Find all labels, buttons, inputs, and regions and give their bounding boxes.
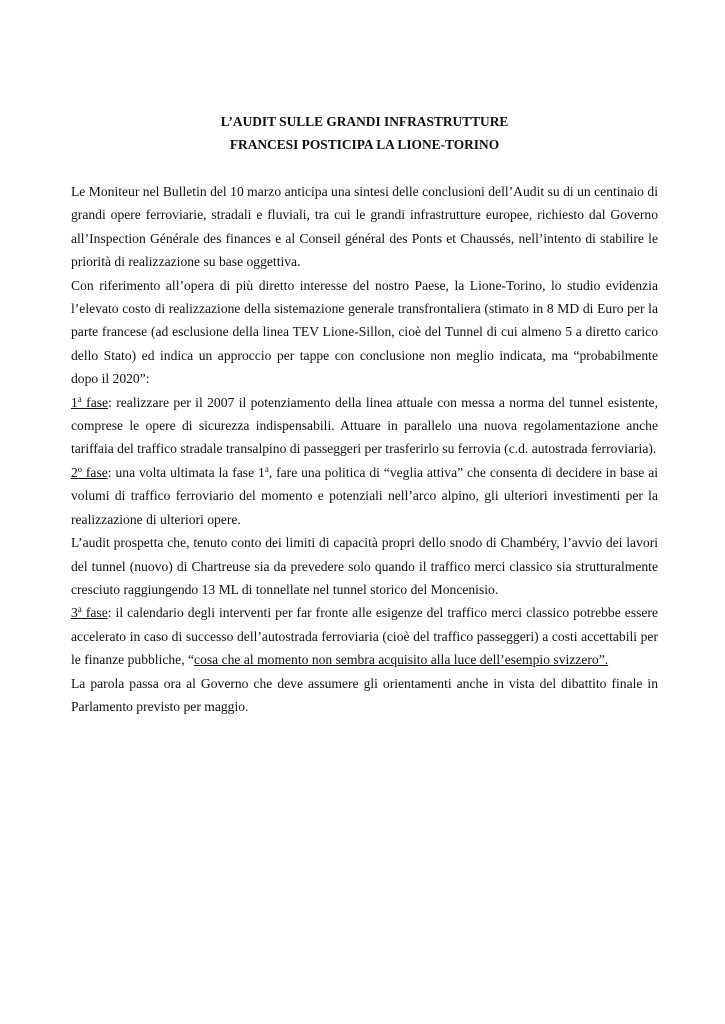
- title-line-2: FRANCESI POSTICIPA LA LIONE-TORINO: [229, 137, 500, 152]
- paragraph-fase-3: [71, 601, 658, 671]
- fase-2-superscript: a: [264, 463, 269, 474]
- paragraph-intro: Le Moniteur nel Bulletin del 10 marzo anticipa una sintesi delle conclusioni dell’Audit su di un centinaio di grandi opere ferroviarie, stradali e fluviali, tra cui le grandi infrastrutture europee, richiesto dal Governo all’Inspection Générale des finances e al Conseil général des Ponts et Chaussés, nell’intento di stabilire le priorità di realizzazione su base oggettiva.: [71, 184, 658, 270]
- fase-3-label: 3$^a$ fase: [71, 604, 108, 621]
- fase-2-label: 2º fase: [71, 464, 108, 480]
- paragraph-audit: L’audit prospetta che, tenuto conto dei limiti di capacità propri dello snodo di Chambéry, l’avvio dei lavori del tunnel (nuovo) di Chartreuse sia da prevedere solo quando il traffico merci classico sia strutturalmente cresciuto raggiungendo 13 ML di tonnellate nel tunnel storico del Moncenisio.: [71, 535, 658, 597]
- paragraph-lione-torino: Con riferimento all’opera di più diretto interesse del nostro Paese, la Lione-Torino, lo studio evidenzia l’elevato costo di realizzazione della sistemazione generale transfrontaliera (stimato in 8 MD di Euro per la parte francese (ad esclusione della linea TEV Lione-Sillon, cioè del Tunnel di cui almeno 5 a diretto carico dello Stato) ed indica un approccio per tappe con conclusione non meglio indicata, ma “probabilmente dopo il 2020”:: [71, 277, 658, 387]
- fase-1-label: 1$^a$ fase: [71, 393, 109, 410]
- fase-2-text-b: , fare una politica di “veglia attiva” che consenta di decidere in base ai volumi di traffico ferroviario del momento e potenziali nell’arco alpino, gli ulteriori investimenti per la realizzazione di ulteriori opere.: [71, 464, 659, 527]
- paragraph-fase-1: [71, 391, 658, 461]
- fase-3-quote: cosa che al momento non sembra acquisito alla luce dell’esempio svizzero”.: [194, 652, 609, 668]
- document-body: [71, 180, 658, 718]
- fase-1-text: : realizzare per il 2007 il potenziamento della linea attuale con messa a norma del tunnel esistente, comprese le opere di sicurezza indispensabili. Attuare in parallelo una nuova regolamentazione anche tariffaia del traffico stradale transalpino di passeggeri per trasferirlo su ferrovia (c.d. autostrada ferroviaria).: [71, 394, 658, 457]
- fase-3-text: : il calendario degli interventi per far fronte alle esigenze del traffico merci classico potrebbe essere accelerato in caso di successo dell’autostrada ferroviaria (cioè del traffico passeggeri) a costi accettabili per le finanze pubbliche, “: [71, 605, 658, 668]
- paragraph-fase-2: [71, 461, 658, 531]
- title-line-1: L’AUDIT SULLE GRANDI INFRASTRUTTURE: [220, 114, 509, 129]
- paragraph-final: La parola passa ora al Governo che deve assumere gli orientamenti anche in vista del dibattito finale in Parlamento previsto per maggio.: [71, 675, 658, 714]
- fase-2-text-a: : una volta ultimata la fase 1: [107, 464, 265, 480]
- document-title: [71, 110, 658, 156]
- document-page: [71, 110, 658, 718]
